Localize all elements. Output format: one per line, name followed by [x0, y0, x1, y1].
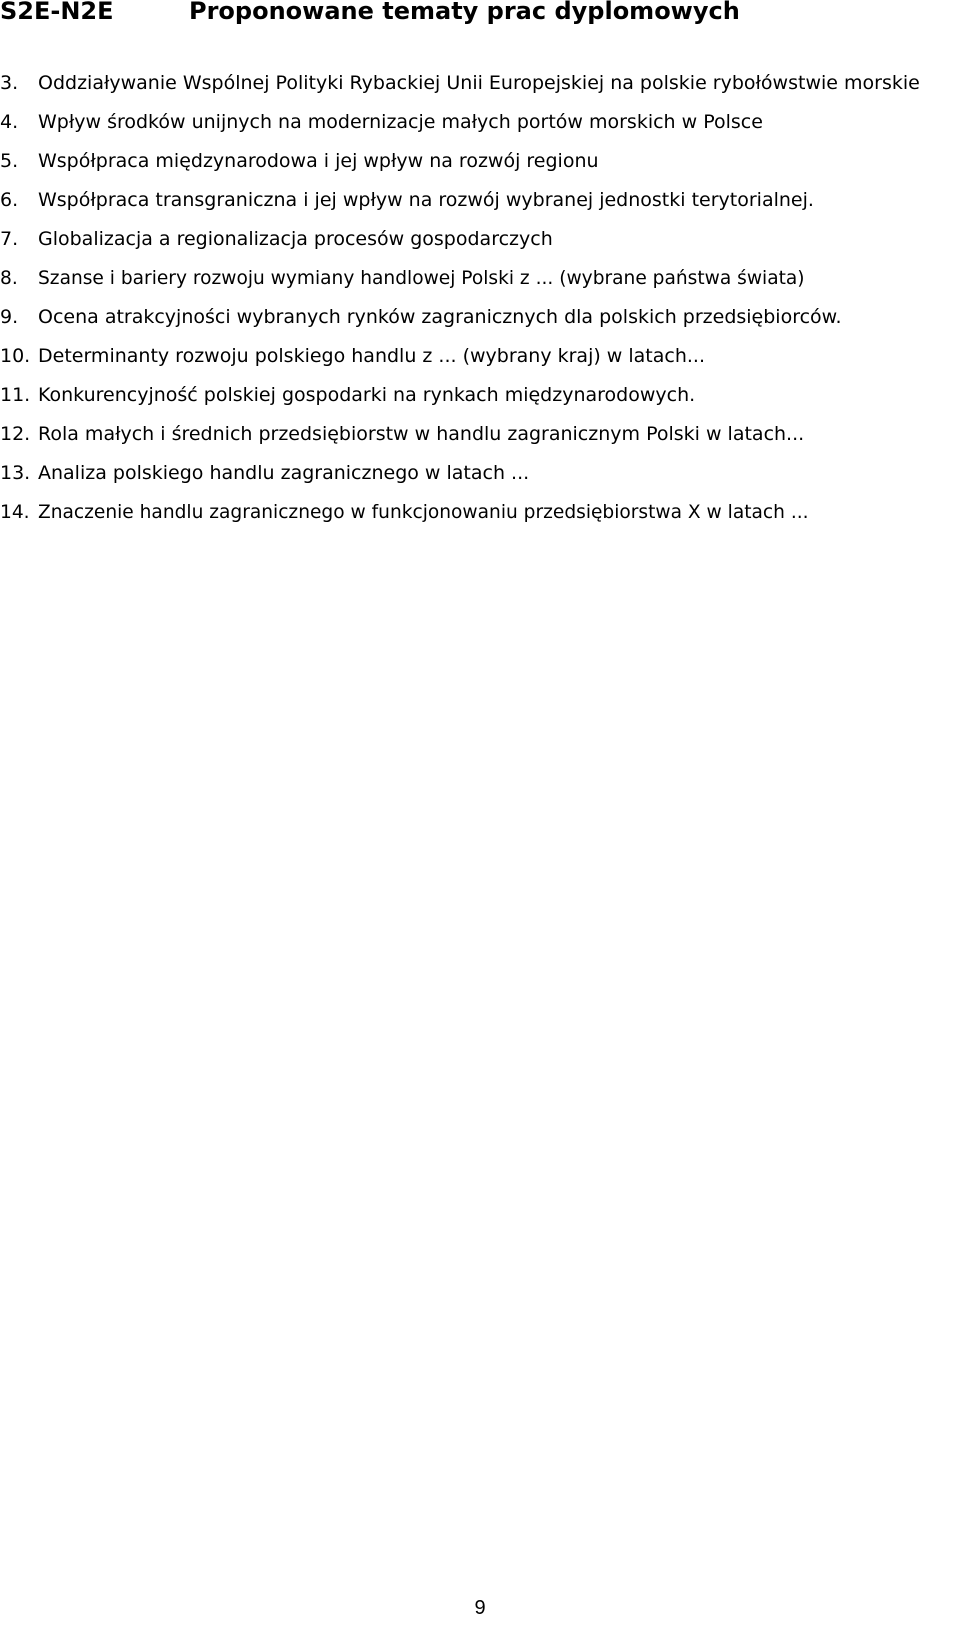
- topic-text: Współpraca międzynarodowa i jej wpływ na rozwój regionu: [38, 150, 599, 172]
- topic-item-9: [0, 298, 960, 337]
- topic-number: 12.: [0, 423, 31, 445]
- topic-number: 5.: [0, 150, 19, 172]
- topic-number: 7.: [0, 228, 19, 250]
- topic-text: Ocena atrakcyjności wybranych rynków zagranicznych dla polskich przedsiębiorców.: [38, 306, 842, 328]
- topic-item-11: [0, 376, 960, 415]
- topic-number: 9.: [0, 306, 19, 328]
- topic-text: Współpraca transgraniczna i jej wpływ na rozwój wybranej jednostki terytorialnej.: [38, 189, 814, 211]
- page-header: [0, 0, 960, 30]
- topic-number: 3.: [0, 72, 19, 94]
- topic-text: Konkurencyjność polskiej gospodarki na rynkach międzynarodowych.: [38, 384, 696, 406]
- topic-number: 10.: [0, 345, 31, 367]
- topic-number: 14.: [0, 502, 30, 523]
- page-number: 9: [474, 1597, 486, 1619]
- topic-text: Oddziaływanie Wspólnej Polityki Rybackiej Unii Europejskiej na polskie rybołówstwie morskie: [38, 72, 920, 94]
- page-title: Proponowane tematy prac dyplomowych: [189, 0, 740, 25]
- topic-number: 6.: [0, 189, 19, 211]
- topic-text: Znaczenie handlu zagranicznego w funkcjonowaniu przedsiębiorstwa X w latach ...: [38, 502, 809, 523]
- topic-text: Globalizacja a regionalizacja procesów gospodarczych: [38, 228, 553, 250]
- thesis-topic-list: [0, 64, 960, 532]
- topic-number: 8.: [0, 268, 18, 289]
- topic-item-13: [0, 454, 960, 493]
- topic-number: 4.: [0, 111, 19, 133]
- topic-text: Szanse i bariery rozwoju wymiany handlowej Polski z ... (wybrane państwa świata): [38, 268, 805, 289]
- topic-item-12: [0, 415, 960, 454]
- topic-number: 11.: [0, 384, 31, 406]
- topic-item-14: [0, 493, 960, 532]
- topic-item-8: [0, 259, 960, 298]
- topic-text: Wpływ środków unijnych na modernizacje małych portów morskich w Polsce: [38, 111, 763, 133]
- topic-item-4: [0, 103, 960, 142]
- topic-text: Analiza polskiego handlu zagranicznego w latach ...: [38, 462, 530, 484]
- topic-item-6: [0, 181, 960, 220]
- topic-number: 13.: [0, 462, 31, 484]
- topic-item-10: [0, 337, 960, 376]
- program-code: S2E-N2E: [0, 0, 114, 25]
- topic-text: Rola małych i średnich przedsiębiorstw w handlu zagranicznym Polski w latach...: [38, 423, 805, 445]
- topic-text: Determinanty rozwoju polskiego handlu z ... (wybrany kraj) w latach...: [38, 345, 706, 367]
- topic-item-3: [0, 64, 960, 103]
- topic-item-7: [0, 220, 960, 259]
- topic-item-5: [0, 142, 960, 181]
